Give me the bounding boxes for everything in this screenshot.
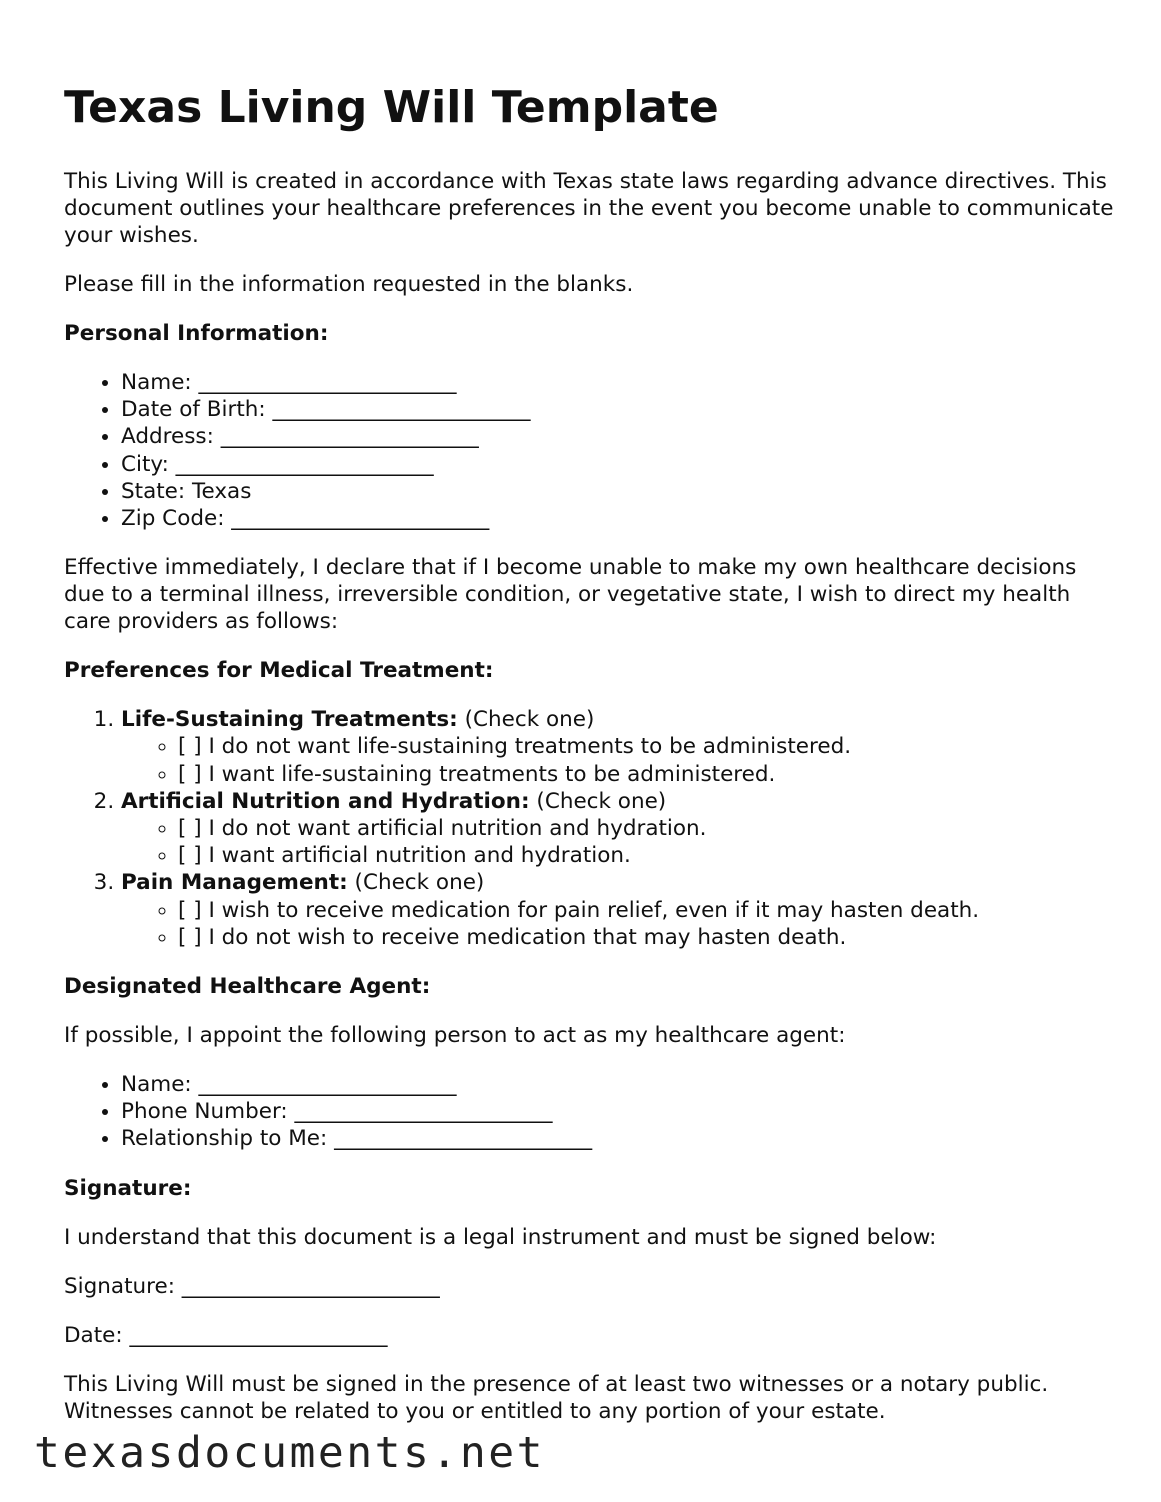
personal-field-city: • City: ________________________: [121, 451, 1114, 478]
option-checkbox-item[interactable]: ◦ [ ] I want artificial nutrition and hydration.: [178, 842, 1114, 869]
declaration-paragraph: Effective immediately, I declare that if I become unable to make my own healthcare decisions due to a terminal illness, irreversible condition, or vegetative state, I wish to direct my health care providers as follows:: [64, 555, 1077, 635]
agent-heading: Designated Healthcare Agent:: [64, 974, 431, 1000]
preference-label: Life-Sustaining Treatments:: [121, 707, 458, 733]
option-checkbox-item[interactable]: ◦ [ ] I wish to receive medication for pain relief, even if it may hasten death.: [178, 897, 1114, 924]
preference-life-sustaining: [121, 706, 1114, 788]
preferences-list: [64, 706, 1114, 951]
personal-field-zip: • Zip Code: ________________________: [121, 505, 1114, 532]
site-watermark: texasdocuments.net: [34, 1428, 545, 1478]
agent-field-relationship: • Relationship to Me: ________________________: [121, 1125, 1114, 1152]
date-line: Date: ________________________: [64, 1322, 388, 1348]
signature-line: Signature: ________________________: [64, 1273, 440, 1299]
option-checkbox-item[interactable]: ◦ [ ] I do not want life-sustaining treatments to be administered.: [178, 733, 1114, 760]
preference-options: [121, 897, 1114, 951]
signature-statement: I understand that this document is a legal instrument and must be signed below:: [64, 1224, 937, 1250]
preference-note: (Check one): [529, 788, 667, 814]
agent-info-list: [64, 1071, 1114, 1153]
personal-field-dob: • Date of Birth: ________________________: [121, 396, 1114, 423]
preference-options: [121, 733, 1114, 787]
personal-info-heading: Personal Information:: [64, 321, 329, 346]
preferences-heading: Preferences for Medical Treatment:: [64, 658, 494, 684]
signature-heading: Signature:: [64, 1175, 192, 1201]
document-page: [64, 78, 1114, 1447]
personal-field-address: • Address: ________________________: [121, 423, 1114, 450]
preference-note: (Check one): [347, 870, 485, 896]
document-title: Texas Living Will Template: [64, 82, 719, 133]
agent-intro: If possible, I appoint the following person to act as my healthcare agent:: [64, 1023, 846, 1049]
personal-field-state: • State: Texas: [121, 478, 1114, 505]
personal-info-list: [64, 369, 1114, 532]
witness-note: This Living Will must be signed in the presence of at least two witnesses or a notary public. Witnesses cannot be related to you or entitled to any portion of your estate.: [64, 1371, 1049, 1424]
preference-nutrition-hydration: [121, 788, 1114, 870]
preference-options: [121, 815, 1114, 869]
instructions-paragraph: Please fill in the information requested in the blanks.: [64, 272, 634, 297]
personal-field-name: • Name: ________________________: [121, 369, 1114, 396]
agent-field-name: • Name: ________________________: [121, 1071, 1114, 1098]
intro-paragraph: This Living Will is created in accordance with Texas state laws regarding advance directives. This document outlines your healthcare preferences in the event you become unable to communicate your wishes.: [64, 169, 1114, 248]
option-checkbox-item[interactable]: ◦ [ ] I do not want artificial nutrition and hydration.: [178, 815, 1114, 842]
option-checkbox-item[interactable]: ◦ [ ] I do not wish to receive medication that may hasten death.: [178, 924, 1114, 951]
preference-label: Artificial Nutrition and Hydration:: [121, 788, 530, 814]
agent-field-phone: • Phone Number: ________________________: [121, 1098, 1114, 1125]
preference-pain-management: [121, 869, 1114, 951]
option-checkbox-item[interactable]: ◦ [ ] I want life-sustaining treatments to be administered.: [178, 761, 1114, 788]
preference-label: Pain Management:: [121, 870, 348, 896]
preference-note: (Check one): [457, 707, 595, 733]
